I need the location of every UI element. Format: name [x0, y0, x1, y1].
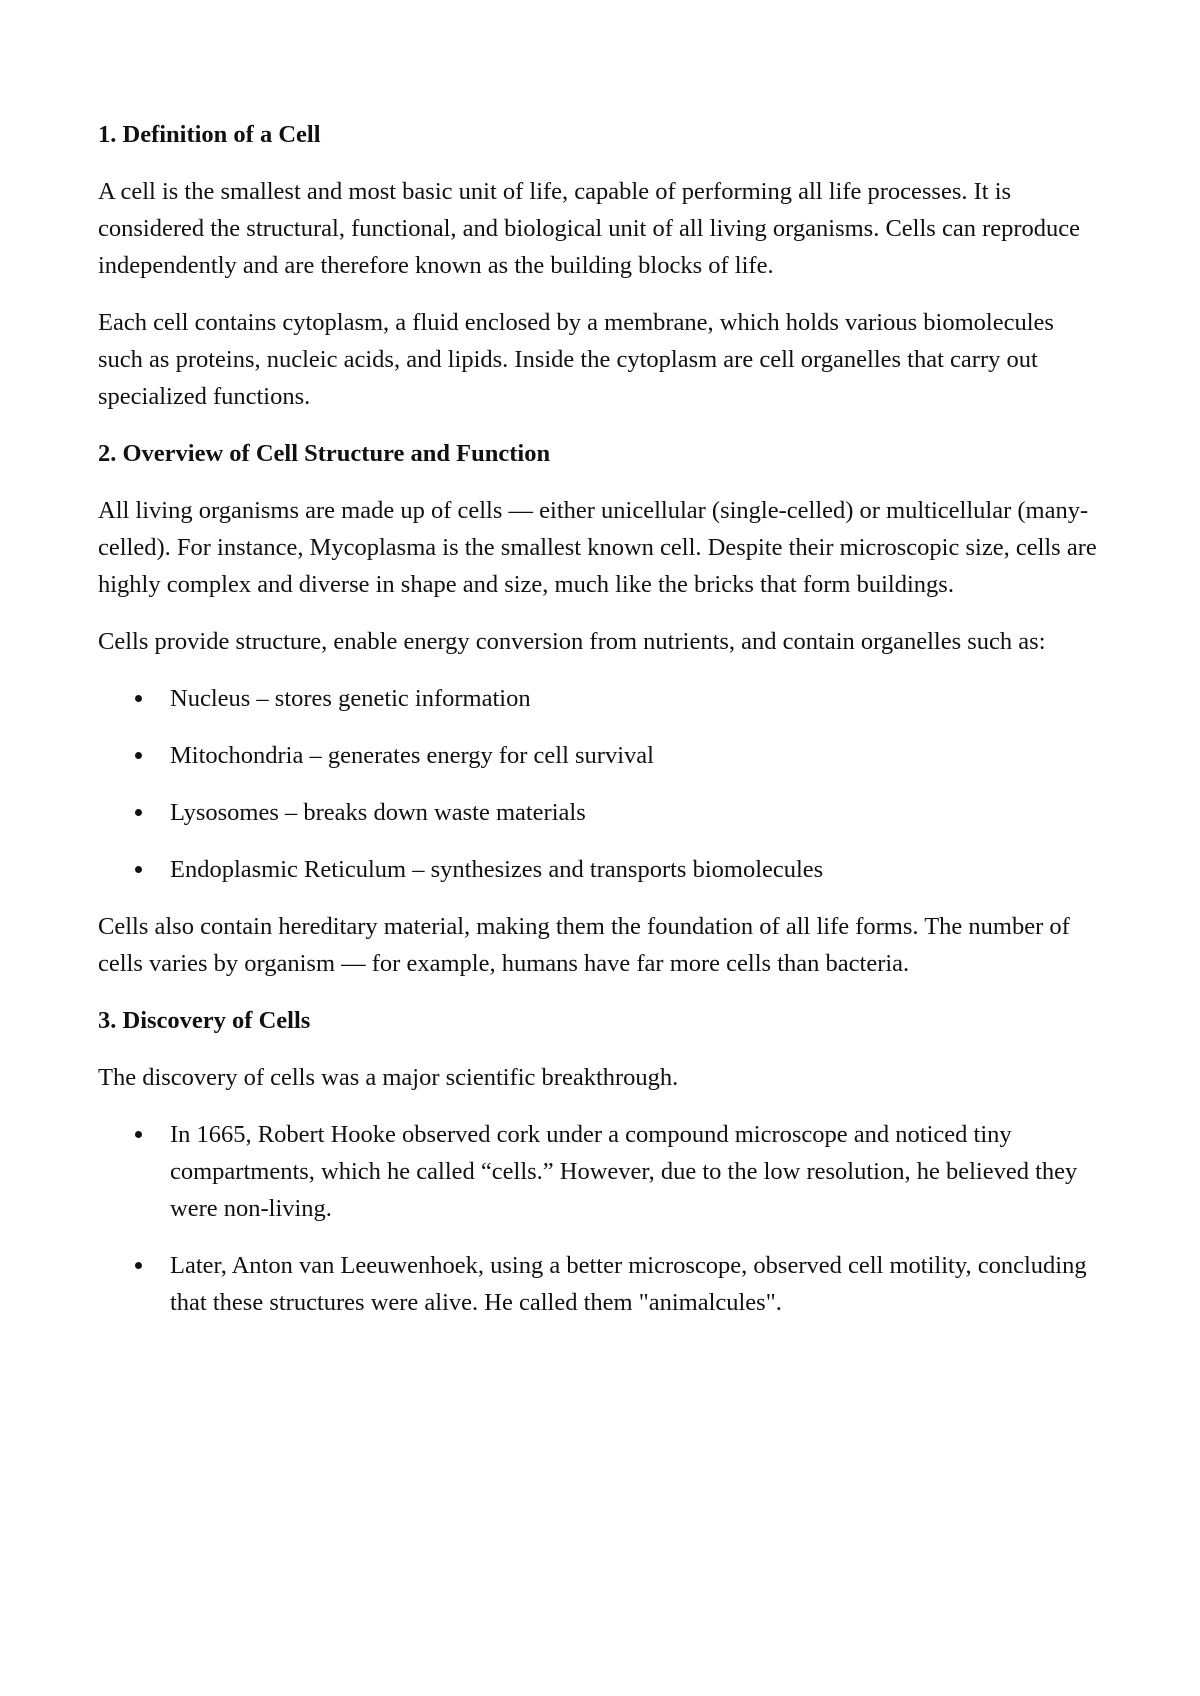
paragraph: A cell is the smallest and most basic unit of life, capable of performing all life processes. It is considered the structural, functional, and biological unit of all living organisms. Cells can reproduce independently and are therefore known as the building blocks of life.	[98, 178, 1081, 279]
list-item	[98, 851, 1100, 888]
section-heading-definition: 1. Definition of a Cell	[98, 121, 321, 148]
bullet-icon	[135, 695, 142, 702]
list-item-text: Mitochondria – generates energy for cell survival	[170, 742, 654, 769]
bullet-icon	[135, 752, 142, 759]
section-heading-discovery: 3. Discovery of Cells	[98, 1007, 311, 1034]
discovery-list	[98, 1116, 1100, 1321]
list-item	[98, 794, 1100, 831]
paragraph: Each cell contains cytoplasm, a fluid enclosed by a membrane, which holds various biomolecules such as proteins, nucleic acids, and lipids. Inside the cytoplasm are cell organelles that carry out specialized functions.	[98, 309, 1054, 410]
list-item-text: In 1665, Robert Hooke observed cork under a compound microscope and noticed tiny compartments, which he called “cells.” However, due to the low resolution, he believed they were non-living.	[170, 1121, 1078, 1222]
section-heading-overview: 2. Overview of Cell Structure and Function	[98, 440, 551, 467]
paragraph: Cells also contain hereditary material, making them the foundation of all life forms. The number of cells varies by organism — for example, humans have far more cells than bacteria.	[98, 913, 1070, 977]
list-item-text: Lysosomes – breaks down waste materials	[170, 799, 586, 826]
organelle-list	[98, 680, 1100, 888]
list-item	[98, 680, 1100, 717]
paragraph: The discovery of cells was a major scientific breakthrough.	[98, 1064, 679, 1091]
list-item	[98, 1116, 1100, 1227]
bullet-icon	[135, 866, 142, 873]
bullet-icon	[135, 1131, 142, 1138]
list-item	[98, 737, 1100, 774]
bullet-icon	[135, 1262, 142, 1269]
paragraph: All living organisms are made up of cells — either unicellular (single-celled) or multicellular (many-celled). For instance, Mycoplasma is the smallest known cell. Despite their microscopic size, cells are highly complex and diverse in shape and size, much like the bricks that form buildings.	[98, 497, 1097, 598]
list-item	[98, 1247, 1100, 1321]
list-item-text: Later, Anton van Leeuwenhoek, using a better microscope, observed cell motility, concluding that these structures were alive. He called them "animalcules".	[170, 1252, 1087, 1316]
bullet-icon	[135, 809, 142, 816]
list-item-text: Nucleus – stores genetic information	[170, 685, 531, 712]
paragraph: Cells provide structure, enable energy conversion from nutrients, and contain organelles such as:	[98, 628, 1046, 655]
list-item-text: Endoplasmic Reticulum – synthesizes and transports biomolecules	[170, 856, 824, 883]
